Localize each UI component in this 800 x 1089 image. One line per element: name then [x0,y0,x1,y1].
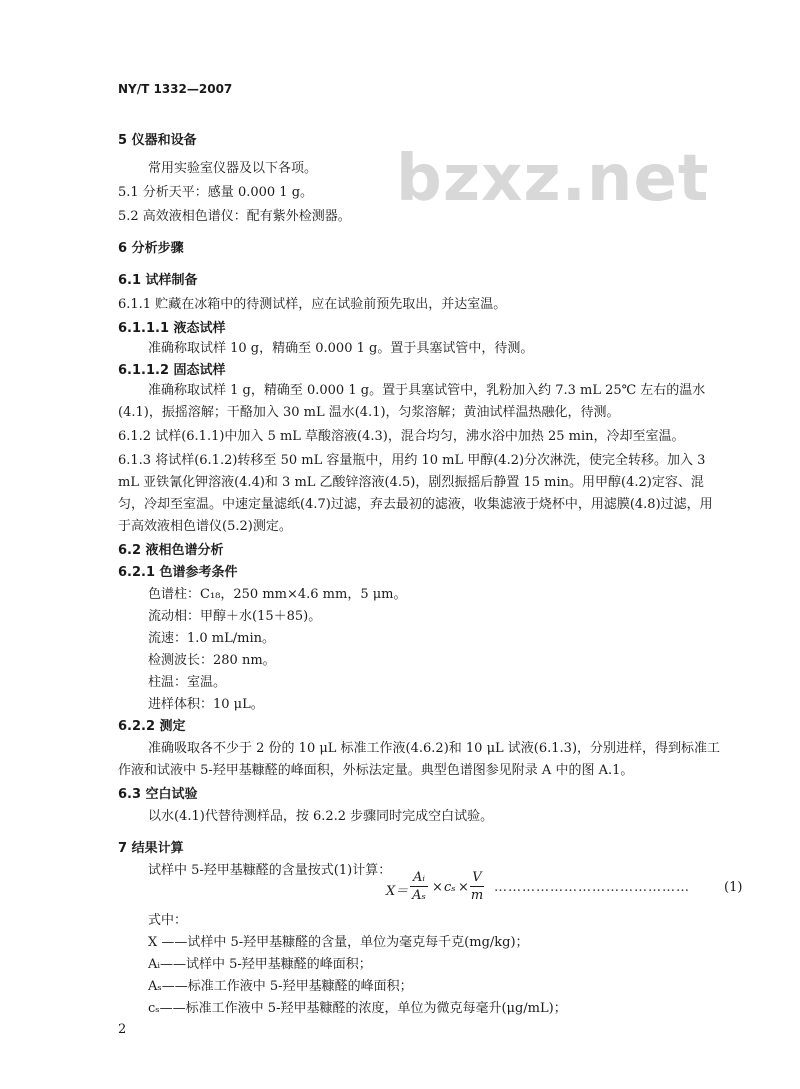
def-as: Aₛ——标准工作液中 5-羟甲基糠醛的峰面积； [148,979,413,994]
equation-number: (1) [724,880,743,895]
line-6-1: 6.1 试样制备 [118,273,198,288]
fraction-ai-as [410,870,428,903]
line-measure-1: 准确吸取各不少于 2 份的 10 μL 标准工作液(4.6.2)和 10 μL 试液(6.1.3)，分别进样，得到标准工 [148,741,721,756]
line-where: 式中： [148,913,188,928]
line-liquid-text: 准确称取试样 10 g，精确至 0.000 1 g。置于具塞试管中，待测。 [148,341,534,356]
line-solid-text-2: (4.1)，振摇溶解；干酪加入 30 mL 温水(4.1)，匀浆溶解；黄油试样温热融化，待测。 [118,405,620,420]
line-injection-volume: 进样体积：10 μL。 [148,697,264,712]
fraction-denominator: m [470,888,484,903]
line-5-1: 5.1 分析天平：感量 0.000 1 g。 [118,185,314,200]
line-7: 7 结果计算 [118,841,184,856]
fraction-bar [410,886,428,887]
line-wavelength: 检测波长：280 nm。 [148,653,276,668]
fraction-numerator: V [472,870,482,885]
watermark-text: bzxz.net [396,142,710,216]
line-measure-2: 作液和试液中 5-羟甲基糠醛的峰面积，外标法定量。典型色谱图参见附录 A 中的图 A.1。 [118,763,634,778]
line-6-1-3-c: 匀，冷却至室温。中速定量滤纸(4.7)过滤，弃去最初的滤液，收集滤液于烧杯中，用滤膜(4.8)过滤，用 [118,497,713,512]
line-column-temp: 柱温：室温。 [148,675,227,690]
fraction-v-m [470,870,484,903]
line-blank-test: 以水(4.1)代替待测样品，按 6.2.2 步骤同时完成空白试验。 [148,809,494,824]
document-standard-number: NY/T 1332—2007 [118,82,233,96]
line-6-1-1-1: 6.1.1.1 液态试样 [118,321,226,336]
line-6-1-1-2: 6.1.1.2 固态试样 [118,363,226,378]
def-ai: Aᵢ——试样中 5-羟甲基糠醛的峰面积； [148,957,372,972]
fraction-bar [470,886,484,887]
line-6-1-3-b: mL 亚铁氰化钾溶液(4.4)和 3 mL 乙酸锌溶液(4.5)，剧烈振摇后静置 15 min。用甲醇(4.2)定容、混 [118,475,704,490]
leader-dots: …………………………………… [494,880,690,895]
times-sign: × [432,880,443,895]
line-6-1-3-d: 于高效液相色谱仪(5.2)测定。 [118,519,292,534]
line-5-intro: 常用实验室仪器及以下各项。 [148,161,318,176]
line-6-1-2: 6.1.2 试样(6.1.1)中加入 5 mL 草酸溶液(4.3)，混合均匀，沸水浴中加热 25 min，冷却至室温。 [118,429,685,444]
equation-lhs: X＝ [386,884,409,899]
line-solid-text-1: 准确称取试样 1 g，精确至 0.000 1 g。置于具塞试管中，乳粉加入约 7.3 mL 25℃ 左右的温水 [148,383,706,398]
fraction-numerator: Aᵢ [412,870,425,885]
line-6-2: 6.2 液相色谱分析 [118,543,224,558]
line-6-2-2: 6.2.2 测定 [118,719,186,734]
line-6-1-1: 6.1.1 贮藏在冰箱中的待测试样，应在试验前预先取出，并达室温。 [118,297,507,312]
def-x: X ——试样中 5-羟甲基糠醛的含量，单位为毫克每千克(mg/kg)； [148,935,529,950]
line-mobile-phase: 流动相：甲醇＋水(15＋85)。 [148,609,322,624]
line-flow-rate: 流速：1.0 mL/min。 [148,631,276,646]
line-column: 色谱柱：C₁₈，250 mm×4.6 mm，5 μm。 [148,587,407,602]
line-5-2: 5.2 高效液相色谱仪：配有紫外检测器。 [118,209,351,224]
line-calc-intro: 试样中 5-羟甲基糠醛的含量按式(1)计算： [148,863,392,878]
def-cs: cₛ——标准工作液中 5-羟甲基糠醛的浓度，单位为微克每毫升(μg/mL)； [148,1001,567,1016]
line-6-3: 6.3 空白试验 [118,787,198,802]
line-5: 5 仪器和设备 [118,133,197,148]
line-6-2-1: 6.2.1 色谱参考条件 [118,565,238,580]
fraction-denominator: Aₛ [412,888,426,903]
times-sign: × [458,880,469,895]
line-6-1-3-a: 6.1.3 将试样(6.1.2)转移至 50 mL 容量瓶中，用约 10 mL 甲醇(4.2)分次淋洗，使完全转移。加入 3 [118,453,706,468]
cs-symbol: cₛ [444,880,456,895]
page-number: 2 [118,1022,127,1037]
line-6: 6 分析步骤 [118,241,184,256]
equation-1 [386,868,746,908]
